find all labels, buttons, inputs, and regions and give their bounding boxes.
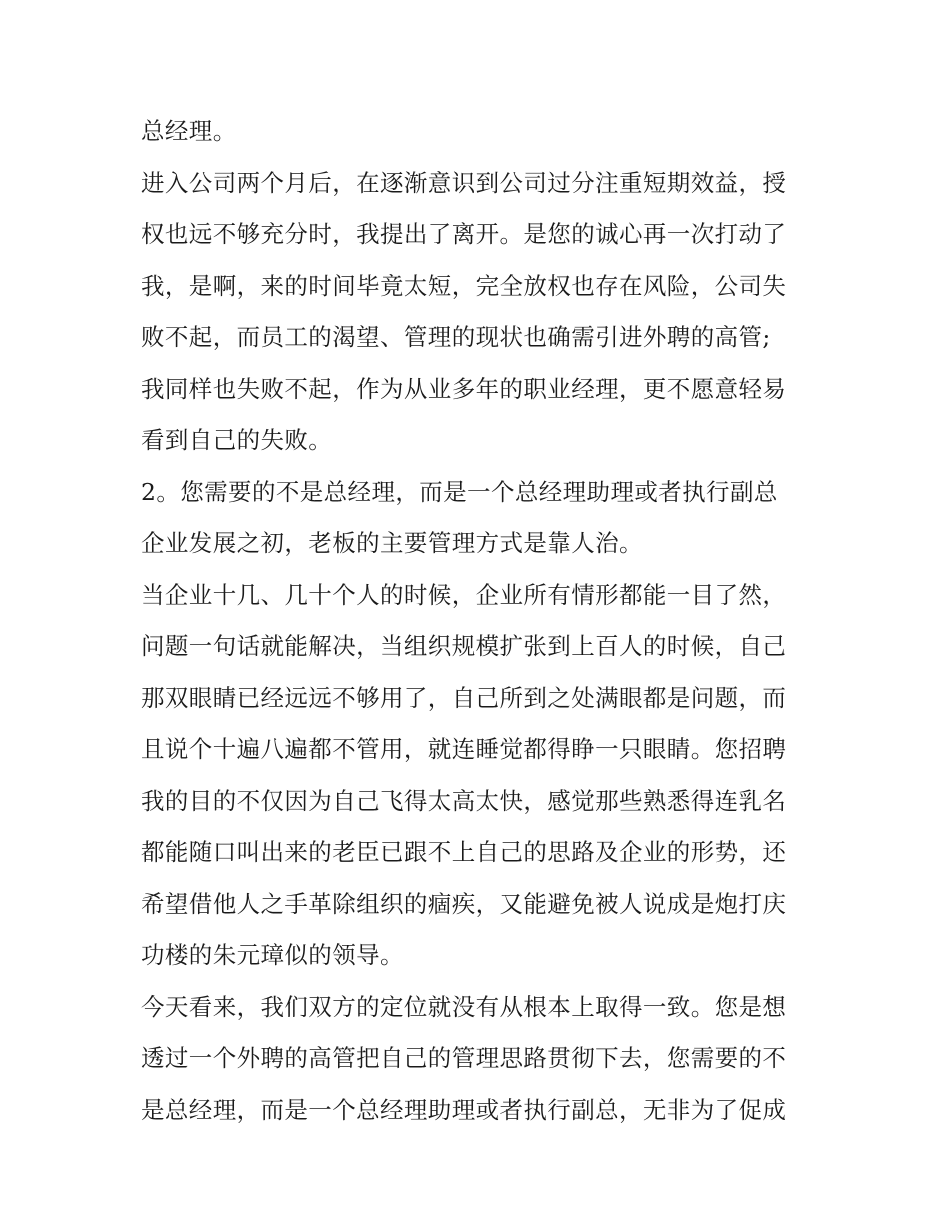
text-line-11: 问题一句话就能解决，当组织规模扩张到上百人的时候，自己: [141, 632, 787, 660]
text-line-2: 进入公司两个月后，在逐渐意识到公司过分注重短期效益，授: [141, 168, 787, 197]
text-line-3: 权也远不够充分时，我提出了离开。是您的诚心再一次打动了: [141, 220, 787, 248]
text-line-10: 当企业十几、几十个人的时候，企业所有情形都能一目了然，: [141, 580, 787, 609]
text-line-12: 那双眼睛已经远远不够用了，自己所到之处满眼都是问题，而: [141, 683, 787, 712]
text-line-16: 希望借他人之手革除组织的痼疾，又能避免被人说成是炮打庆: [141, 889, 787, 918]
text-line-14: 我的目的不仅因为自己飞得太高太快，感觉那些熟悉得连乳名: [141, 786, 787, 815]
text-line-17: 功楼的朱元璋似的领导。: [141, 941, 404, 969]
text-line-19: 透过一个外聘的高管把自己的管理思路贯彻下去，您需要的不: [141, 1044, 787, 1072]
text-line-13: 且说个十遍八遍都不管用，就连睡觉都得睁一只眼睛。您招聘: [141, 735, 787, 763]
text-line-6: 我同样也失败不起，作为从业多年的职业经理，更不愿意轻易: [141, 374, 787, 403]
text-line-1: 总经理。: [141, 117, 237, 145]
text-line-5: 败不起，而员工的渴望、管理的现状也确需引进外聘的高管;: [141, 323, 771, 351]
text-line-9: 企业发展之初，老板的主要管理方式是靠人治。: [141, 529, 643, 557]
text-line-15: 都能随口叫出来的老臣已跟不上自己的思路及企业的形势，还: [141, 838, 787, 866]
section-heading-2: 2。您需要的不是总经理，而是一个总经理助理或者执行副总: [141, 477, 778, 506]
document-body-text: [141, 106, 821, 1136]
text-line-20: 是总经理，而是一个总经理助理或者执行副总，无非为了促成: [141, 1095, 787, 1124]
text-line-4: 我，是啊，来的时间毕竟太短，完全放权也存在风险，公司失: [141, 271, 787, 300]
text-line-18: 今天看来，我们双方的定位就没有从根本上取得一致。您是想: [141, 992, 787, 1021]
text-line-7: 看到自己的失败。: [141, 426, 333, 454]
